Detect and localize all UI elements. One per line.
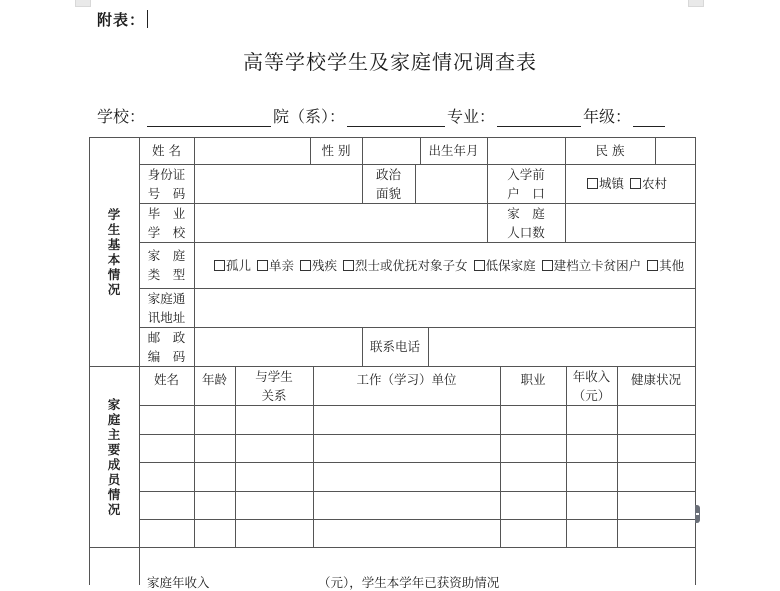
family-type-martyr-label: 烈士或优抚对象子女: [355, 257, 468, 273]
student-section-label: [89, 137, 139, 366]
family-section-label: [89, 366, 139, 547]
family-type-single-parent[interactable]: [257, 256, 294, 275]
family-type-label-line2: 类 型: [147, 267, 186, 282]
family-size-label: [487, 203, 565, 242]
checkbox-icon[interactable]: [474, 260, 485, 271]
school-graduated-label: [139, 203, 194, 242]
family-type-label-line1: 家 庭: [147, 248, 186, 263]
gender-label: 性 别: [321, 143, 351, 158]
col-header-health: [617, 366, 695, 405]
birth-field[interactable]: [487, 137, 565, 164]
family-type-low-income[interactable]: [474, 256, 536, 275]
col-header-occupation-text: 职业: [520, 372, 546, 387]
political-label: [362, 164, 415, 203]
col-header-age: [194, 366, 235, 405]
section-line: [89, 547, 696, 548]
ethnicity-field[interactable]: [655, 137, 695, 164]
phone-label: 联系电话: [369, 339, 420, 354]
page-title: 高等学校学生及家庭情况调查表: [243, 50, 537, 74]
family-type-orphan[interactable]: [214, 256, 251, 275]
grade-label: 年级：: [583, 107, 632, 126]
family-type-disabled-label: 残疾: [312, 257, 338, 273]
department-field[interactable]: [347, 108, 445, 127]
col-header-health-text: 健康状况: [630, 372, 681, 387]
family-size-field[interactable]: [565, 203, 695, 242]
family-income-field[interactable]: [217, 568, 317, 586]
id-label: [139, 164, 194, 203]
postcode-field[interactable]: [194, 327, 362, 366]
checkbox-icon[interactable]: [214, 260, 225, 271]
hukou-option-urban-label: 城镇: [598, 176, 624, 191]
family-size-label-line2: 人口数: [507, 224, 545, 240]
hukou-option-rural-label: 农村: [642, 176, 668, 191]
political-field[interactable]: [415, 164, 487, 203]
postcode-label-line2: 编 码: [147, 348, 186, 364]
department-label: 院（系）：: [273, 107, 346, 126]
address-label: [139, 288, 194, 327]
ethnicity-label: 民 族: [595, 143, 625, 158]
school-label: 学校：: [97, 107, 146, 126]
hukou-label-line2: 户 口: [507, 185, 545, 201]
family-type-label: [139, 242, 194, 288]
family-type-options: [194, 242, 695, 288]
postcode-label: [139, 327, 194, 366]
address-field[interactable]: [194, 288, 695, 327]
checkbox-icon[interactable]: [343, 260, 354, 271]
appendix-text: 附表：: [97, 11, 146, 29]
hukou-label: [487, 164, 565, 203]
income-unit-text: （元），学生本学年已获资助情况: [318, 575, 500, 590]
major-field[interactable]: [497, 108, 581, 127]
col-header-workplace: [313, 366, 500, 405]
appendix-label: [97, 9, 148, 30]
postcode-label-line1: 邮 政: [147, 329, 186, 345]
table-row[interactable]: [139, 491, 695, 519]
family-type-other[interactable]: [647, 256, 684, 275]
name-field[interactable]: [194, 137, 310, 164]
family-size-label-line1: 家 庭: [507, 205, 545, 221]
table-resize-handle[interactable]: [695, 505, 700, 523]
family-type-registered-poor[interactable]: [542, 256, 642, 275]
political-label-line1: 政治: [375, 166, 401, 182]
checkbox-icon[interactable]: [630, 178, 641, 189]
table-row[interactable]: [139, 434, 695, 462]
col-header-income-line1: 年收入: [572, 368, 611, 384]
hukou-option-rural[interactable]: [630, 174, 667, 193]
col-header-age-text: 年龄: [201, 372, 227, 387]
birth-label: 出生年月: [428, 143, 479, 158]
school-label-line1: 毕 业: [147, 205, 186, 221]
table-row[interactable]: [139, 462, 695, 491]
family-type-single-parent-label: 单亲: [269, 257, 295, 273]
family-income-label: 家庭年收入: [147, 575, 210, 590]
hukou-options: [565, 164, 695, 203]
gender-field[interactable]: [362, 137, 420, 164]
col-header-relation-line2: 关系: [261, 387, 287, 403]
name-label: 姓 名: [152, 143, 181, 158]
phone-field[interactable]: [428, 327, 695, 366]
meta-line: [97, 104, 667, 127]
family-type-disabled[interactable]: [300, 256, 337, 275]
page-corner-mark-left: [75, 0, 91, 7]
col-header-relation: [235, 366, 313, 405]
family-type-other-label: 其他: [659, 257, 685, 273]
address-label-line1: 家庭通: [147, 290, 186, 306]
col-header-workplace-text: 工作（学习）单位: [356, 372, 457, 387]
col-header-occupation: [500, 366, 566, 405]
family-type-orphan-label: 孤儿: [226, 257, 252, 273]
id-label-line1: 身份证: [147, 166, 186, 182]
col-header-relation-line1: 与学生: [255, 368, 293, 384]
id-number-field[interactable]: [194, 164, 362, 203]
col-header-income: [566, 366, 617, 405]
page-corner-mark-right: [688, 0, 704, 7]
col-header-income-line2: （元）: [572, 387, 611, 403]
major-label: 专业：: [447, 107, 496, 126]
col-header-name-text: 姓名: [153, 372, 179, 387]
grade-field[interactable]: [633, 108, 665, 127]
hukou-option-urban[interactable]: [587, 174, 624, 193]
student-section-label-text: 学生基本情况: [107, 206, 121, 297]
address-label-line2: 讯地址: [147, 309, 186, 325]
checkbox-icon[interactable]: [587, 178, 598, 189]
table-row[interactable]: [139, 405, 695, 434]
checkbox-icon[interactable]: [257, 260, 268, 271]
checkbox-icon[interactable]: [300, 260, 311, 271]
family-type-registered-poor-label: 建档立卡贫困户: [553, 257, 642, 273]
table-row[interactable]: [139, 519, 695, 547]
family-type-martyr[interactable]: [343, 256, 468, 275]
checkbox-icon[interactable]: [542, 260, 553, 271]
school-field[interactable]: [147, 108, 271, 127]
family-section-label-text: 家庭主要成员情况: [107, 396, 121, 517]
hukou-label-line1: 入学前: [507, 166, 545, 182]
family-type-low-income-label: 低保家庭: [485, 257, 536, 273]
checkbox-icon[interactable]: [647, 260, 658, 271]
id-label-line2: 号 码: [147, 185, 186, 201]
text-cursor[interactable]: [147, 10, 148, 28]
political-label-line2: 面貌: [375, 185, 401, 201]
col-header-name: [139, 366, 194, 405]
school-label-line2: 学 校: [147, 224, 186, 240]
graduated-school-field[interactable]: [194, 203, 487, 242]
